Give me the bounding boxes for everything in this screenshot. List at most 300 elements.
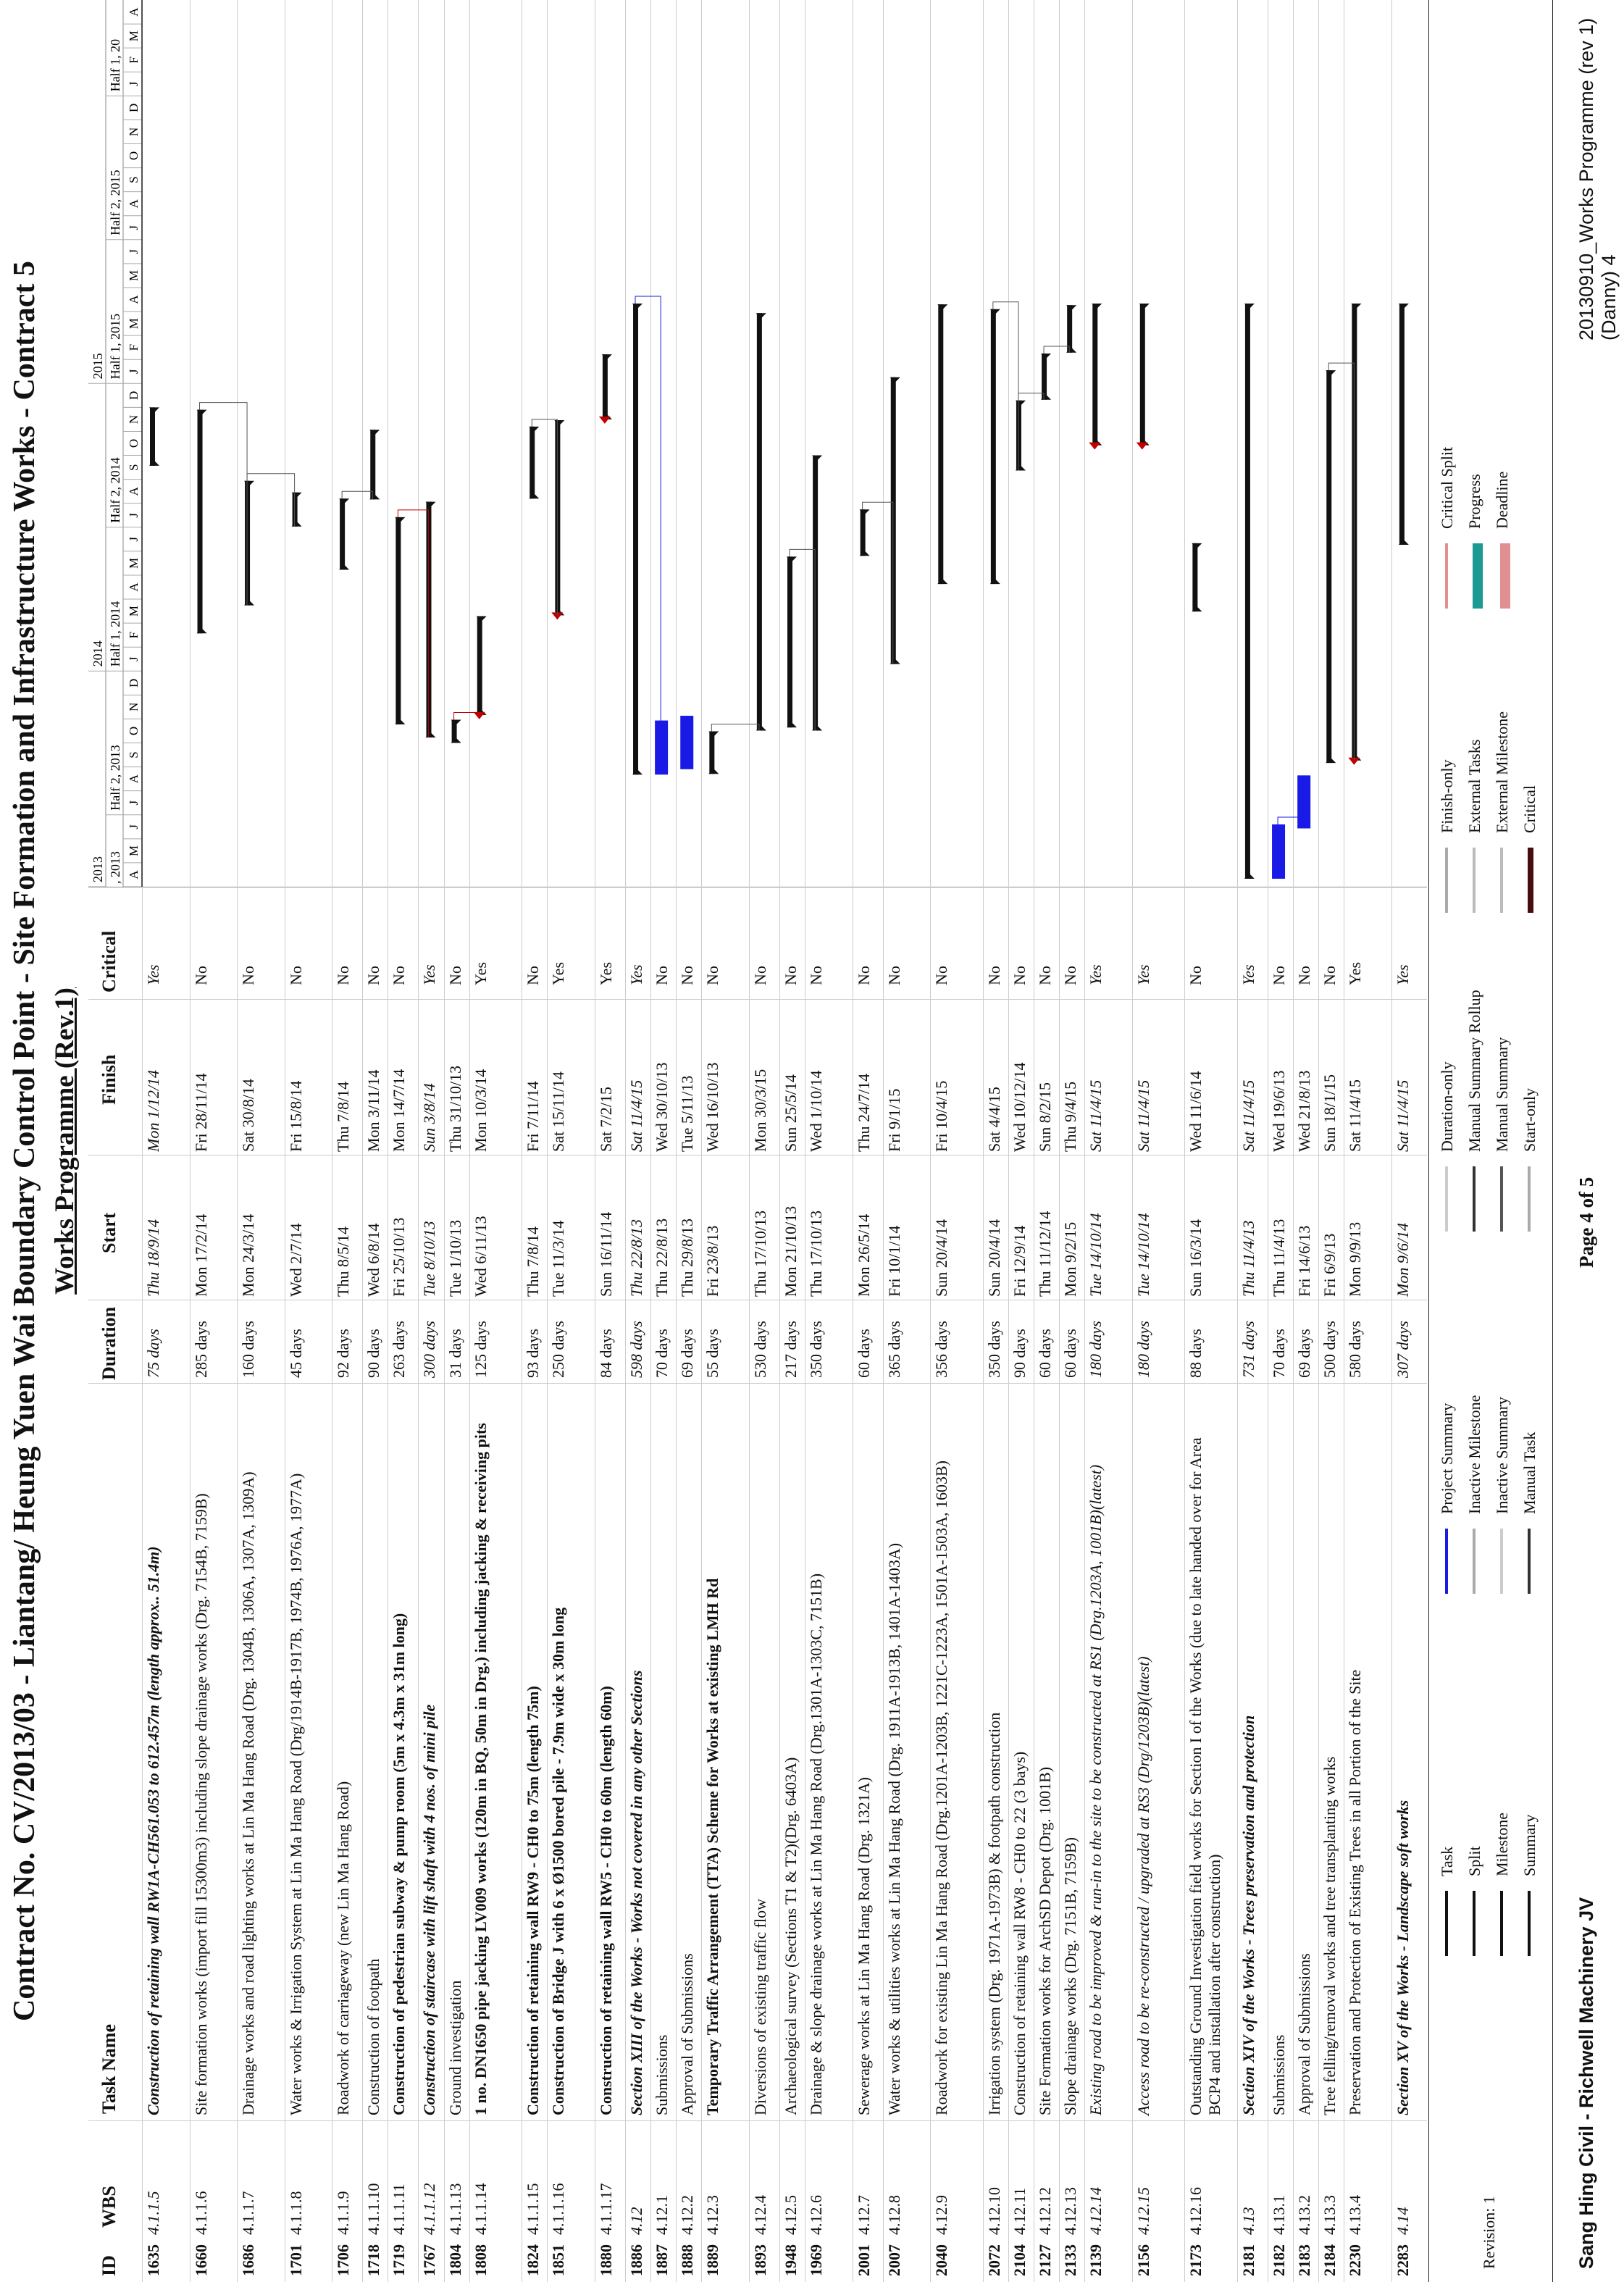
month-label: S bbox=[127, 176, 141, 183]
row-start: Thu 22/8/13 bbox=[627, 1219, 646, 1297]
row-id: 1851 bbox=[549, 2244, 568, 2276]
row-id: 2139 bbox=[1087, 2244, 1105, 2276]
row-id: 2007 bbox=[884, 2244, 903, 2276]
row-duration: 217 days bbox=[782, 1321, 800, 1378]
row-finish: Sat 15/11/14 bbox=[549, 1071, 568, 1152]
row-id: 1880 bbox=[596, 2244, 615, 2276]
month-label: F bbox=[127, 56, 141, 64]
row-duration: 70 days bbox=[653, 1329, 671, 1378]
row-critical: Yes bbox=[1393, 964, 1412, 985]
row-start: Mon 21/10/13 bbox=[782, 1205, 800, 1297]
col-header-task-name: Task Name bbox=[99, 2023, 120, 2114]
row-wbs: 4.1.1.15 bbox=[524, 2183, 543, 2235]
legend-label: Split bbox=[1465, 1846, 1483, 1876]
row-wbs: 4.1.1.14 bbox=[471, 2183, 490, 2235]
row-critical: No bbox=[1320, 966, 1339, 985]
task-bar bbox=[938, 304, 943, 584]
row-critical: No bbox=[445, 966, 464, 985]
summary-bar bbox=[150, 407, 155, 465]
row-finish: Mon 3/11/14 bbox=[364, 1069, 383, 1152]
task-bar bbox=[655, 721, 668, 775]
row-critical: No bbox=[854, 966, 873, 985]
row-critical: No bbox=[782, 966, 800, 985]
month-label: A bbox=[127, 199, 141, 209]
row-task-name: Approval of Submissions bbox=[678, 1953, 697, 2115]
month-label: J bbox=[127, 81, 141, 87]
row-duration: 93 days bbox=[524, 1329, 543, 1378]
row-start: Fri 25/10/13 bbox=[390, 1217, 409, 1297]
row-task-name: Water works & utilities works at Lin Ma Hang Road (Drg. 1911A-1913B, 1401A-1403A) bbox=[884, 1542, 903, 2115]
footer-file-name: 20130910_Works Programme (rev 1) (Danny) 4 bbox=[1575, 17, 1620, 340]
task-bar bbox=[340, 498, 345, 569]
row-task-name: Submissions bbox=[653, 2034, 671, 2115]
footer-company: Sang Hing Civil - Richwell Machinery JV bbox=[1575, 1897, 1597, 2269]
summary-bar bbox=[709, 732, 714, 774]
legend-label: Inactive Summary bbox=[1493, 1397, 1511, 1514]
legend-extmile-icon bbox=[1500, 848, 1509, 913]
summary-bar bbox=[1399, 304, 1405, 545]
critical-marker bbox=[1137, 443, 1148, 450]
row-critical: No bbox=[286, 966, 305, 985]
row-finish: Wed 1/10/14 bbox=[807, 1070, 826, 1152]
legend-label: Critical bbox=[1520, 785, 1539, 833]
row-duration: 75 days bbox=[144, 1329, 162, 1378]
month-label: S bbox=[127, 464, 141, 471]
row-task-name: Section XIII of the Works - Works not covered in any other Sections bbox=[627, 1670, 646, 2115]
row-id: 2104 bbox=[1010, 2244, 1029, 2276]
row-start: Mon 9/9/13 bbox=[1346, 1221, 1365, 1297]
month-label: D bbox=[127, 390, 141, 400]
row-start: Fri 10/1/14 bbox=[884, 1225, 903, 1297]
row-task-name: Submissions bbox=[1270, 2034, 1289, 2115]
row-start: Wed 6/11/13 bbox=[471, 1216, 490, 1297]
row-critical: Yes bbox=[1239, 964, 1257, 985]
row-id: 1767 bbox=[420, 2244, 439, 2276]
row-finish: Wed 30/10/13 bbox=[653, 1062, 671, 1152]
row-duration: 92 days bbox=[334, 1329, 353, 1378]
summary-bar bbox=[1245, 304, 1250, 879]
row-critical: No bbox=[807, 966, 826, 985]
row-start: Mon 9/6/14 bbox=[1393, 1222, 1412, 1297]
revision-label: Revision: 1 bbox=[1480, 2196, 1498, 2269]
month-label: D bbox=[127, 678, 141, 687]
legend-critical-icon bbox=[1528, 848, 1533, 913]
row-start: Tue 14/10/14 bbox=[1087, 1213, 1105, 1297]
row-critical: No bbox=[1036, 966, 1055, 985]
row-duration: 55 days bbox=[703, 1329, 722, 1378]
dependency-link bbox=[1044, 346, 1069, 354]
row-id: 1719 bbox=[390, 2244, 409, 2276]
row-start: Mon 24/3/14 bbox=[239, 1213, 258, 1297]
row-wbs: 4.12.1 bbox=[653, 2195, 671, 2235]
row-start: Thu 29/8/13 bbox=[678, 1218, 697, 1297]
row-task-name: Construction of pedestrian subway & pump room (5m x 4.3m x 31m long) bbox=[390, 1613, 409, 2115]
row-duration: 307 days bbox=[1393, 1321, 1412, 1378]
row-critical: No bbox=[678, 966, 697, 985]
row-wbs: 4.1.1.17 bbox=[596, 2183, 615, 2235]
row-id: 2230 bbox=[1346, 2244, 1365, 2276]
row-critical: No bbox=[984, 966, 1003, 985]
task-bar bbox=[1272, 824, 1285, 879]
col-header-finish: Finish bbox=[99, 1054, 120, 1105]
row-id: 1804 bbox=[445, 2244, 464, 2276]
dependency-link bbox=[863, 502, 893, 664]
row-finish: Mon 1/12/14 bbox=[144, 1069, 162, 1152]
row-id: 1686 bbox=[239, 2244, 258, 2276]
month-label: M bbox=[127, 557, 141, 569]
month-label: F bbox=[127, 343, 141, 351]
task-bar bbox=[757, 313, 762, 730]
row-task-name: Construction of retaining wall RW8 - CH0 to 22 (3 bays) bbox=[1010, 1751, 1029, 2115]
row-id: 1808 bbox=[471, 2244, 490, 2276]
row-finish: Fri 7/11/14 bbox=[524, 1081, 543, 1152]
row-task-name: Site formation works (import fill 15300m3) including slope drainage works (Drg. 7154B, 7159B) bbox=[191, 1493, 210, 2115]
row-duration: 580 days bbox=[1346, 1321, 1365, 1378]
row-start: Fri 23/8/13 bbox=[703, 1225, 722, 1297]
row-id: 2181 bbox=[1239, 2244, 1257, 2276]
row-finish: Wed 11/6/14 bbox=[1186, 1071, 1205, 1152]
row-start: Fri 6/9/13 bbox=[1320, 1233, 1339, 1297]
month-label: J bbox=[127, 512, 141, 518]
row-critical: Yes bbox=[1346, 961, 1365, 985]
row-start: Sun 16/3/14 bbox=[1186, 1219, 1205, 1297]
row-duration: 60 days bbox=[854, 1329, 873, 1378]
row-wbs: 4.13 bbox=[1239, 2207, 1257, 2235]
row-duration: 160 days bbox=[239, 1321, 258, 1378]
legend-label: External Milestone bbox=[1493, 711, 1511, 833]
row-id: 2184 bbox=[1320, 2244, 1339, 2276]
legend-label: Duration-only bbox=[1438, 1061, 1456, 1152]
row-task-name: Construction of staircase with lift shaft with 4 nos. of mini pile bbox=[420, 1704, 439, 2115]
row-critical: Yes bbox=[627, 964, 646, 985]
legend-label: Manual Summary bbox=[1493, 1037, 1511, 1152]
legend-label: Critical Split bbox=[1438, 446, 1456, 529]
month-label: A bbox=[127, 7, 141, 17]
month-label: M bbox=[127, 606, 141, 617]
legend-label: Deadline bbox=[1493, 471, 1511, 529]
month-label: J bbox=[127, 369, 141, 375]
legend-label: Start-only bbox=[1520, 1088, 1539, 1152]
month-label: A bbox=[127, 774, 141, 784]
row-id: 2182 bbox=[1270, 2244, 1289, 2276]
month-label: A bbox=[127, 582, 141, 592]
row-finish: Sat 11/4/15 bbox=[1239, 1079, 1257, 1152]
legend-split-icon bbox=[1473, 1891, 1481, 1956]
row-wbs: 4.1.1.16 bbox=[549, 2183, 568, 2235]
row-wbs: 4.12.16 bbox=[1186, 2187, 1205, 2235]
row-id: 2156 bbox=[1134, 2244, 1152, 2276]
row-finish: Mon 14/7/14 bbox=[390, 1069, 409, 1152]
row-task-name: Archaeological survey (Sections T1 & T2)(Drg. 6403A) bbox=[782, 1757, 800, 2115]
row-task-name: Preservation and Protection of Existing Trees in all Portion of the Site bbox=[1346, 1669, 1365, 2115]
row-task-name: Roadwork for existing Lin Ma Hang Road (Drg.1201A-1203B, 1221C-1223A, 1501A-1503A, 1603B) bbox=[932, 1460, 951, 2115]
row-start: Mon 9/2/15 bbox=[1061, 1221, 1080, 1297]
month-label: J bbox=[127, 537, 141, 542]
row-finish: Wed 16/10/13 bbox=[703, 1062, 722, 1152]
row-critical: Yes bbox=[549, 961, 568, 985]
row-duration: 70 days bbox=[1270, 1329, 1289, 1378]
row-wbs: 4.12 bbox=[627, 2207, 646, 2235]
row-duration: 45 days bbox=[286, 1329, 305, 1378]
row-start: Wed 6/8/14 bbox=[364, 1223, 383, 1297]
row-duration: 350 days bbox=[807, 1321, 826, 1378]
row-critical: No bbox=[334, 966, 353, 985]
row-duration: 250 days bbox=[549, 1321, 568, 1378]
row-start: Fri 14/6/13 bbox=[1295, 1225, 1314, 1297]
month-label: O bbox=[127, 438, 141, 448]
task-bar bbox=[1092, 304, 1097, 446]
row-duration: 90 days bbox=[1010, 1329, 1029, 1378]
row-id: 1888 bbox=[678, 2244, 697, 2276]
task-bar bbox=[370, 430, 375, 499]
row-finish: Sun 18/1/15 bbox=[1320, 1074, 1339, 1152]
row-id: 2283 bbox=[1393, 2244, 1412, 2276]
row-id: 1886 bbox=[627, 2244, 646, 2276]
legend-label: Project Summary bbox=[1438, 1403, 1456, 1514]
row-finish: Wed 10/12/14 bbox=[1010, 1062, 1029, 1152]
month-label: A bbox=[127, 487, 141, 496]
row-task-name: Construction of footpath bbox=[364, 1958, 383, 2115]
row-duration: 88 days bbox=[1186, 1329, 1205, 1378]
row-critical: No bbox=[653, 966, 671, 985]
row-critical: No bbox=[239, 966, 258, 985]
task-bar bbox=[1042, 354, 1047, 400]
row-duration: 125 days bbox=[471, 1321, 490, 1378]
row-critical: Yes bbox=[1134, 964, 1152, 985]
row-wbs: 4.12.12 bbox=[1036, 2187, 1055, 2235]
col-header-critical: Critical bbox=[99, 930, 120, 992]
task-bar bbox=[395, 517, 401, 724]
row-start: Sun 20/4/14 bbox=[932, 1219, 951, 1297]
row-duration: 350 days bbox=[984, 1321, 1003, 1378]
row-finish: Thu 7/8/14 bbox=[334, 1081, 353, 1152]
row-id: 1701 bbox=[286, 2244, 305, 2276]
row-start: Thu 8/5/14 bbox=[334, 1226, 353, 1297]
row-critical: Yes bbox=[144, 964, 162, 985]
row-finish: Fri 10/4/15 bbox=[932, 1080, 951, 1152]
col-header-start: Start bbox=[99, 1212, 120, 1253]
row-wbs: 4.1.1.8 bbox=[286, 2191, 305, 2235]
row-wbs: 4.1.1.6 bbox=[191, 2191, 210, 2235]
dependency-link bbox=[993, 302, 1018, 471]
summary-bar bbox=[426, 502, 431, 737]
legend-msum-icon bbox=[1500, 1166, 1509, 1232]
row-task-name: Roadwork of carriageway (new Lin Ma Hang Road) bbox=[334, 1781, 353, 2115]
row-critical: Yes bbox=[596, 961, 615, 985]
task-bar bbox=[245, 481, 250, 606]
half-year-label: Half 2, 2015 bbox=[108, 170, 122, 235]
legend-manual-icon bbox=[1528, 1529, 1536, 1594]
row-duration: 69 days bbox=[1295, 1329, 1314, 1378]
row-wbs: 4.1.1.7 bbox=[239, 2191, 258, 2235]
task-bar bbox=[813, 456, 818, 731]
row-wbs: 4.12.3 bbox=[703, 2195, 722, 2235]
row-duration: 365 days bbox=[884, 1321, 903, 1378]
legend-progress-icon bbox=[1473, 543, 1483, 609]
dependency-link bbox=[342, 491, 372, 499]
row-start: Tue 11/3/14 bbox=[549, 1220, 568, 1297]
dependency-link bbox=[200, 403, 248, 606]
legend-projsum-icon bbox=[1445, 1529, 1454, 1594]
legend-deadline-icon bbox=[1500, 543, 1510, 609]
row-duration: 60 days bbox=[1061, 1329, 1080, 1378]
task-bar bbox=[198, 410, 203, 634]
dependency-link bbox=[790, 549, 815, 730]
row-id: 2040 bbox=[932, 2244, 951, 2276]
row-start: Sun 20/4/14 bbox=[984, 1219, 1003, 1297]
row-wbs: 4.1.1.5 bbox=[144, 2191, 162, 2235]
row-start: Wed 2/7/14 bbox=[286, 1223, 305, 1297]
month-label: N bbox=[127, 127, 141, 137]
dependency-link bbox=[247, 474, 295, 527]
row-wbs: 4.12.15 bbox=[1134, 2187, 1152, 2235]
legend-insum-icon bbox=[1500, 1529, 1509, 1594]
month-label: J bbox=[127, 656, 141, 662]
month-label: N bbox=[127, 414, 141, 425]
row-critical: Yes bbox=[1087, 964, 1105, 985]
row-duration: 180 days bbox=[1087, 1321, 1105, 1378]
row-id: 1948 bbox=[782, 2244, 800, 2276]
page-title: Contract No. CV/2013/03 - Liantang/ Heung Yuen Wai Boundary Control Point - Site Formation and Infrastructure Works - Contract 5 bbox=[8, 261, 41, 2021]
row-duration: 263 days bbox=[390, 1321, 409, 1378]
row-critical: No bbox=[932, 966, 951, 985]
legend-exttask-icon bbox=[1473, 848, 1481, 913]
row-critical: No bbox=[1061, 966, 1080, 985]
month-label: O bbox=[127, 726, 141, 736]
legend-label: Manual Task bbox=[1520, 1432, 1539, 1514]
row-task-name: Construction of Bridge J with 6 x Ø1500 bored pile - 7.9m wide x 30m long bbox=[549, 1607, 568, 2115]
row-duration: 530 days bbox=[750, 1321, 769, 1378]
legend-label: Finish-only bbox=[1438, 759, 1456, 833]
row-start: Thu 11/4/13 bbox=[1270, 1219, 1289, 1297]
row-id: 2183 bbox=[1295, 2244, 1314, 2276]
half-year-label: Half 2, 2014 bbox=[108, 457, 122, 523]
legend-label: Milestone bbox=[1493, 1813, 1511, 1876]
month-label: A bbox=[127, 870, 141, 879]
legend-summary-icon bbox=[1528, 1891, 1536, 1956]
legend-label: Task bbox=[1438, 1846, 1456, 1876]
row-task-name: Section XIV of the Works - Trees preservation and protection bbox=[1239, 1715, 1257, 2115]
row-id: 1824 bbox=[524, 2244, 543, 2276]
row-finish: Thu 9/4/15 bbox=[1061, 1081, 1080, 1152]
task-bar bbox=[861, 509, 866, 556]
row-wbs: 4.12.5 bbox=[782, 2195, 800, 2235]
row-finish: Sat 11/4/15 bbox=[1393, 1079, 1412, 1152]
row-id: 1660 bbox=[191, 2244, 210, 2276]
month-label: M bbox=[127, 318, 141, 330]
row-task-name: Construction of retaining wall RW5 - CH0 to 60m (length 60m) bbox=[596, 1686, 615, 2115]
row-wbs: 4.1.1.10 bbox=[364, 2183, 383, 2235]
row-task-name: Section XV of the Works - Landscape soft works bbox=[1393, 1800, 1412, 2115]
row-wbs: 4.1.1.11 bbox=[390, 2183, 409, 2235]
month-label: S bbox=[127, 751, 141, 758]
row-id: 1706 bbox=[334, 2244, 353, 2276]
month-label: D bbox=[127, 103, 141, 113]
row-task-name: Irrigation system (Drg. 1971A-1973B) & footpath construction bbox=[984, 1712, 1003, 2115]
row-wbs: 4.12.6 bbox=[807, 2195, 826, 2235]
row-finish: Wed 21/8/13 bbox=[1295, 1070, 1314, 1152]
row-start: Thu 17/10/13 bbox=[807, 1210, 826, 1297]
row-task-name: Construction of retaining wall RW9 - CH0 to 75m (length 75m) bbox=[524, 1686, 543, 2115]
row-id: 1887 bbox=[653, 2244, 671, 2276]
month-label: F bbox=[127, 631, 141, 639]
dependency-link bbox=[635, 296, 661, 774]
row-duration: 598 days bbox=[627, 1321, 646, 1378]
row-duration: 180 days bbox=[1134, 1321, 1152, 1378]
task-bar bbox=[1140, 304, 1145, 446]
row-finish: Wed 19/6/13 bbox=[1270, 1070, 1289, 1152]
row-wbs: 4.13.4 bbox=[1346, 2195, 1365, 2235]
row-start: Tue 1/10/13 bbox=[445, 1219, 464, 1297]
row-duration: 300 days bbox=[420, 1321, 439, 1378]
row-start: Thu 17/10/13 bbox=[750, 1210, 769, 1297]
row-start: Thu 11/12/14 bbox=[1036, 1211, 1055, 1297]
dependency-link bbox=[1328, 363, 1354, 761]
dependency-link bbox=[1018, 393, 1044, 401]
row-critical: No bbox=[1270, 966, 1289, 985]
row-critical: No bbox=[703, 966, 722, 985]
row-wbs: 4.13.2 bbox=[1295, 2195, 1314, 2235]
row-id: 1893 bbox=[750, 2244, 769, 2276]
month-label: J bbox=[127, 800, 141, 806]
row-task-name: Drainage works and road lighting works at Lin Ma Hang Road (Drg. 1304B, 1306A, 1307A, 1309A) bbox=[239, 1471, 258, 2115]
row-duration: 90 days bbox=[364, 1329, 383, 1378]
row-critical: No bbox=[390, 966, 409, 985]
row-duration: 500 days bbox=[1320, 1321, 1339, 1378]
task-bar bbox=[1297, 775, 1310, 828]
row-critical: No bbox=[884, 966, 903, 985]
page-subtitle: Works Programme (Rev.1) bbox=[50, 987, 80, 1295]
col-header-wbs: WBS bbox=[99, 2186, 120, 2228]
task-bar bbox=[530, 427, 535, 498]
legend-label: Manual Summary Rollup bbox=[1465, 990, 1483, 1152]
row-id: 2173 bbox=[1186, 2244, 1205, 2276]
row-finish: Sat 11/4/15 bbox=[1087, 1079, 1105, 1152]
row-critical: Yes bbox=[471, 961, 490, 985]
legend-startonly-icon bbox=[1528, 1166, 1536, 1232]
row-id: 1635 bbox=[144, 2244, 162, 2276]
row-duration: 31 days bbox=[445, 1329, 464, 1378]
row-wbs: 4.12.4 bbox=[750, 2195, 769, 2235]
row-task-name: Ground investigation bbox=[445, 1980, 464, 2115]
row-task-name: Existing road to be improved & run-in to the site to be constructed at RS1 (Drg.1203A, 1001B)(latest) bbox=[1087, 1464, 1105, 2115]
row-critical: No bbox=[191, 966, 210, 985]
month-label: O bbox=[127, 151, 141, 161]
row-id: 2127 bbox=[1036, 2244, 1055, 2276]
half-year-label: Half 2, 2013 bbox=[108, 745, 122, 811]
row-start: Mon 26/5/14 bbox=[854, 1213, 873, 1297]
legend-milestone-icon bbox=[1500, 1891, 1509, 1956]
row-start: Sun 16/11/14 bbox=[596, 1211, 615, 1297]
row-critical: No bbox=[1010, 966, 1029, 985]
row-wbs: 4.12.7 bbox=[854, 2195, 873, 2235]
row-task-name: Temporary Traffic Arrangement (TTA) Scheme for Works at existing LMH Rd bbox=[703, 1578, 722, 2115]
gantt-chart bbox=[88, 0, 1427, 887]
dependency-link bbox=[532, 419, 557, 616]
row-task-name: Diversions of existing traffic flow bbox=[750, 1899, 769, 2115]
row-wbs: 4.12.14 bbox=[1087, 2187, 1105, 2235]
half-year-label: , 2013 bbox=[108, 851, 122, 884]
row-finish: Sat 4/4/15 bbox=[984, 1087, 1003, 1152]
legend-msr-icon bbox=[1473, 1166, 1481, 1232]
year-label: 2014 bbox=[91, 640, 105, 667]
row-task-name: Construction of retaining wall RW1A-CH561.053 to 612.457m (length approx.. 51.4m) bbox=[144, 1546, 162, 2115]
row-finish: Sun 8/2/15 bbox=[1036, 1082, 1055, 1152]
year-label: 2015 bbox=[91, 353, 105, 380]
row-finish: Thu 31/10/13 bbox=[445, 1065, 464, 1152]
row-finish: Thu 24/7/14 bbox=[854, 1073, 873, 1152]
row-wbs: 4.1.1.12 bbox=[420, 2183, 439, 2235]
